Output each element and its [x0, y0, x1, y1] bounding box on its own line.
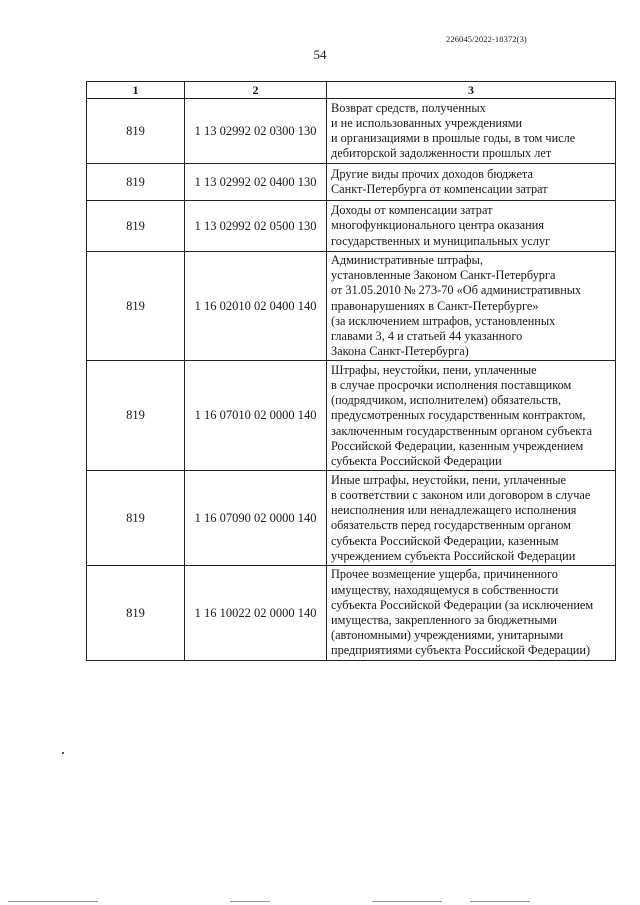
name-line: и организациями в прошлые годы, в том числе [331, 131, 576, 145]
name-line: субъекта Российской Федерации [331, 453, 502, 468]
name-line: неисполнения или ненадлежащего исполнения [331, 503, 577, 518]
name-line: многофункционального центра оказания [331, 218, 545, 233]
scan-speck [62, 752, 64, 754]
income-name-cell [327, 471, 616, 566]
admin-code-cell: 819 [87, 164, 185, 201]
income-name-cell [327, 201, 616, 252]
name-line: Возврат средств, полученных [331, 100, 486, 115]
table-row [87, 201, 616, 252]
table-row [87, 252, 616, 361]
name-line: Санкт-Петербурга от компенсации затрат [331, 182, 548, 196]
bk-code-cell: 1 16 07010 02 0000 140 [185, 361, 327, 471]
name-line: субъекта Российской Федерации (за исключением [331, 597, 594, 612]
column-header-1: 1 [87, 82, 185, 99]
name-line: Другие виды прочих доходов бюджета [331, 166, 533, 181]
name-line: субъекта Российской Федерации, казенным [331, 533, 559, 548]
income-name-cell [327, 99, 616, 164]
income-name-cell [327, 252, 616, 361]
name-line: и не использованных учреждениями [331, 115, 523, 130]
bk-code-cell: 1 16 02010 02 0400 140 [185, 252, 327, 361]
admin-code-cell: 819 [87, 252, 185, 361]
name-line: (подрядчиком, исполнителем) обязательств, [331, 393, 562, 408]
name-line: в соответствии с законом или договором в случае [331, 488, 591, 503]
name-line: обязательств перед государственным органом [331, 518, 571, 533]
name-line: предусмотренных государственным контрактом, [331, 408, 586, 423]
admin-code-cell: 819 [87, 566, 185, 660]
name-line: главами 3, 4 и статьей 44 указанного [331, 329, 523, 344]
page-number: 54 [313, 47, 327, 62]
name-line: учреждением субъекта Российской Федерации [331, 548, 576, 563]
admin-code-cell: 819 [87, 99, 185, 164]
budget-codes-table [86, 81, 616, 661]
admin-code-cell: 819 [87, 471, 185, 566]
name-line: в случае просрочки исполнения поставщиком [331, 377, 572, 392]
name-line: (за исключением штрафов, установленных [331, 313, 556, 328]
name-line: Российской Федерации, казенным учреждением [331, 438, 584, 453]
name-line: правонарушениях в Санкт-Петербурге» [331, 298, 539, 313]
name-line: Прочее возмещение ущерба, причиненного [331, 567, 558, 582]
table-row [87, 566, 616, 660]
name-line: дебиторской задолженности прошлых лет [331, 146, 552, 161]
admin-code-cell: 819 [87, 201, 185, 252]
name-line: (автономными) учреждениями, унитарными [331, 628, 564, 643]
name-line: Иные штрафы, неустойки, пени, уплаченные [331, 472, 566, 487]
income-name-cell [327, 566, 616, 660]
name-line: Административные штрафы, [331, 253, 483, 267]
table-header-row [87, 82, 616, 99]
name-line: имуществу, находящемуся в собственности [331, 582, 559, 597]
income-name-cell [327, 361, 616, 471]
column-header-2: 2 [185, 82, 327, 99]
bk-code-cell: 1 13 02992 02 0300 130 [185, 99, 327, 164]
name-line: предприятиями субъекта Российской Федерации) [331, 643, 591, 658]
name-line: Доходы от компенсации затрат [331, 203, 493, 218]
income-name-cell [327, 164, 616, 201]
scan-edge-marks [0, 898, 640, 905]
name-line: государственных и муниципальных услуг [331, 233, 551, 248]
table-row [87, 99, 616, 164]
document-id: 226045/2022-18372(3) [446, 34, 527, 44]
bk-code-cell: 1 13 02992 02 0400 130 [185, 164, 327, 201]
name-line: установленные Законом Санкт-Петербурга [331, 268, 556, 283]
name-line: заключенным государственным органом субъекта [331, 423, 593, 438]
table-row [87, 471, 616, 566]
bk-code-cell: 1 16 10022 02 0000 140 [185, 566, 327, 660]
column-header-3: 3 [327, 82, 616, 99]
bk-code-cell: 1 16 07090 02 0000 140 [185, 471, 327, 566]
table-row [87, 164, 616, 201]
name-line: Закона Санкт-Петербурга) [331, 344, 469, 359]
table-row [87, 361, 616, 471]
name-line: Штрафы, неустойки, пени, уплаченные [331, 362, 537, 377]
bk-code-cell: 1 13 02992 02 0500 130 [185, 201, 327, 252]
name-line: имущества, закрепленного за бюджетными [331, 613, 558, 628]
admin-code-cell: 819 [87, 361, 185, 471]
name-line: от 31.05.2010 № 273-70 «Об административных [331, 283, 582, 298]
